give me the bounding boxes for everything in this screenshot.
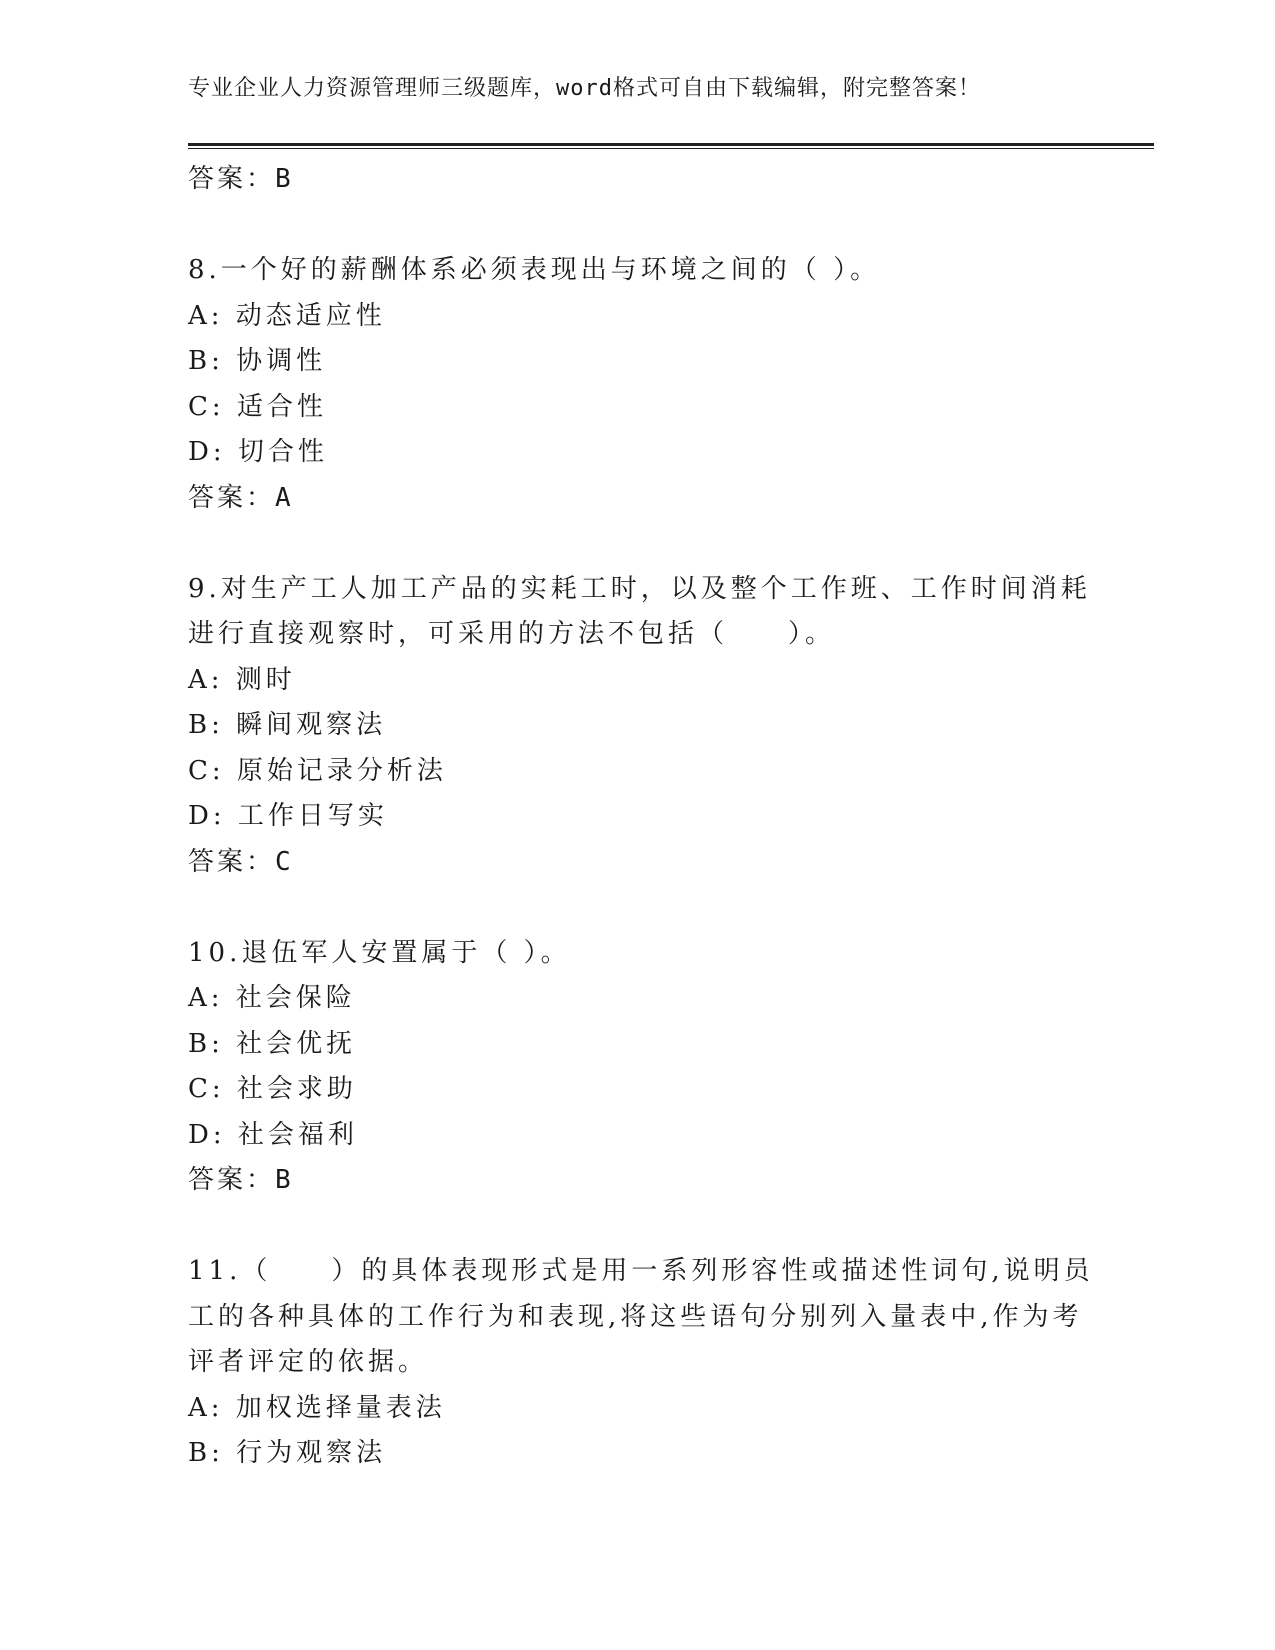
- question-text: 工的各种具体的工作行为和表现,将这些语句分别列入量表中,作为考: [188, 1301, 1083, 1332]
- question-text: 进行直接观察时，可采用的方法不包括（ ）。: [188, 619, 836, 649]
- option-a: A: 社会保险: [188, 983, 356, 1013]
- question-11: [188, 1249, 1094, 1477]
- answer-value: A: [275, 482, 294, 513]
- option-d: D: 社会福利: [188, 1119, 358, 1150]
- question-text: 10.退伍军人安置属于（ ）。: [188, 937, 571, 968]
- question-9: [188, 567, 1091, 886]
- answer-line: [188, 476, 1088, 522]
- question-8: [188, 248, 1088, 521]
- document-body: [188, 157, 1094, 1477]
- answer-label: 答案：: [188, 482, 276, 513]
- option-a: A: 动态适应性: [188, 300, 386, 331]
- answer-line: [188, 840, 1088, 886]
- option-b: B: 协调性: [188, 346, 327, 376]
- option-b: B: 行为观察法: [188, 1438, 387, 1468]
- answer-line: [188, 1158, 1088, 1204]
- option-a: A: 加权选择量表法: [188, 1392, 446, 1423]
- answer-value: B: [275, 1165, 294, 1195]
- question-10: [188, 931, 1088, 1204]
- option-c: C: 适合性: [188, 391, 327, 422]
- answer-value: B: [275, 164, 294, 194]
- page-header: 专业企业人力资源管理师三级题库，word格式可自由下载编辑，附完整答案！: [188, 76, 981, 101]
- answer-label: 答案：: [188, 846, 276, 877]
- question-text: 11.（ ）的具体表现形式是用一系列形容性或描述性词句,说明员: [188, 1256, 1094, 1286]
- option-c: C: 原始记录分析法: [188, 755, 447, 786]
- question-text: 评者评定的依据。: [188, 1347, 429, 1377]
- answer-value: C: [275, 846, 294, 877]
- answer-line: [188, 157, 1088, 203]
- option-b: B: 社会优抚: [188, 1028, 357, 1059]
- option-a: A: 测时: [188, 664, 296, 695]
- question-text: 9.对生产工人加工产品的实耗工时，以及整个工作班、工作时间消耗: [188, 573, 1091, 604]
- answer-label: 答案：: [188, 164, 276, 194]
- option-c: C: 社会求助: [188, 1074, 357, 1104]
- option-b: B: 瞬间观察法: [188, 710, 387, 740]
- header-divider: [188, 143, 1154, 149]
- answer-label: 答案：: [188, 1165, 276, 1195]
- question-text: 8.一个好的薪酬体系必须表现出与环境之间的（ ）。: [188, 255, 881, 285]
- option-d: D: 切合性: [188, 437, 328, 467]
- option-d: D: 工作日写实: [188, 801, 388, 831]
